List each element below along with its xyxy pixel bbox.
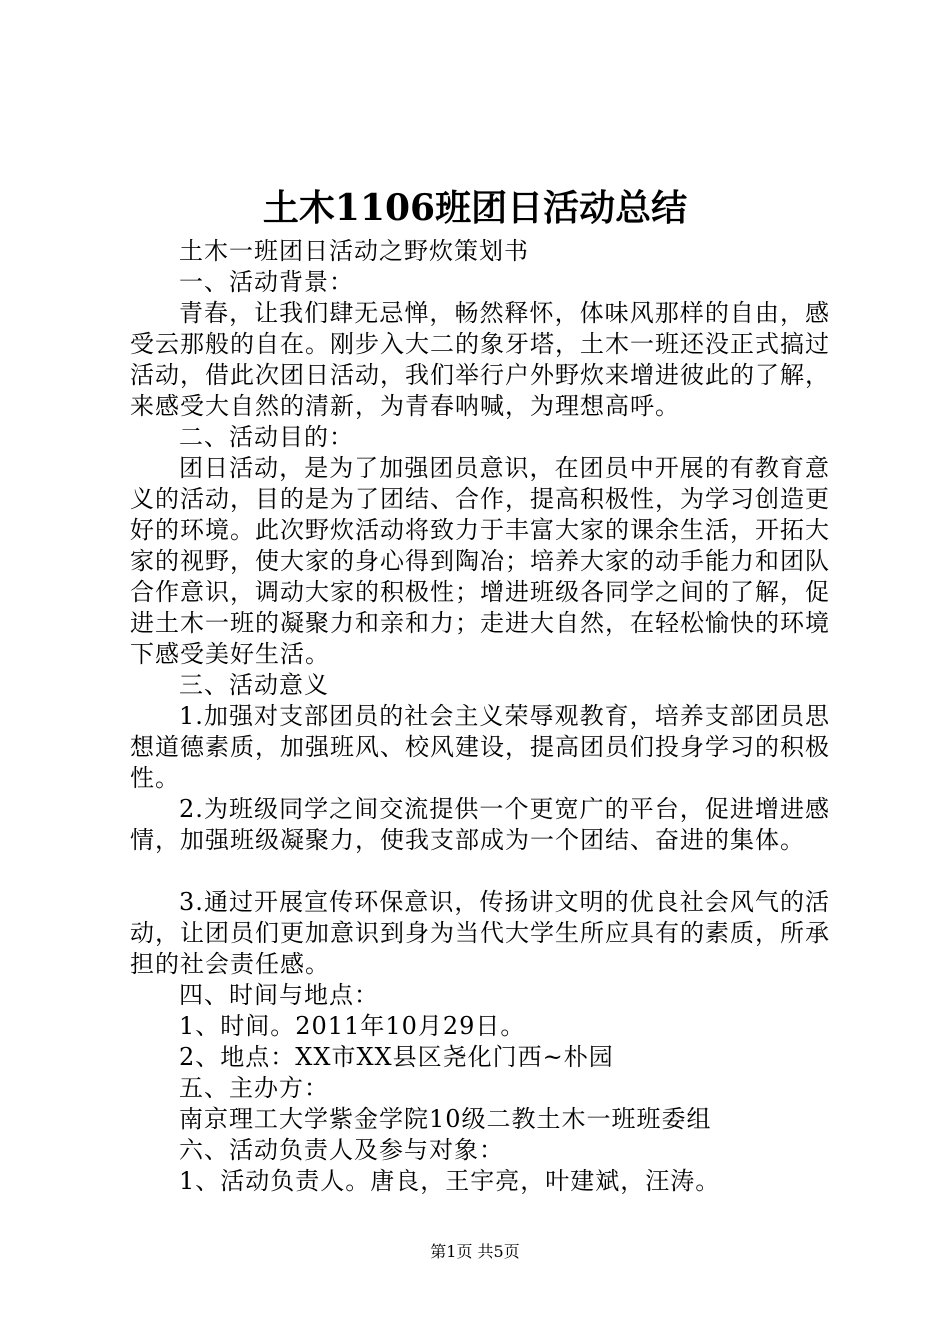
paragraph-leaders: 1、活动负责人。唐良，王宇亮，叶建斌，汪涛。: [179, 1167, 721, 1195]
page-number-footer: 第1页 共5页: [430, 1242, 520, 1261]
section-heading-time-place: 四、时间与地点：: [179, 981, 379, 1009]
section-heading-significance: 三、活动意义: [179, 671, 329, 699]
paragraph-significance-2: 2.为班级同学之间交流提供一个更宽广的平台，促进增进感情，加强班级凝聚力，使我支部成为一个团结、奋进的集体。: [130, 795, 830, 854]
paragraph-subtitle: 土木一班团日活动之野炊策划书: [179, 237, 529, 265]
paragraph-background: 青春，让我们肆无忌惮，畅然释怀，体味风那样的自由，感受云那般的自在。刚步入大二的象牙塔，土木一班还没正式搞过活动，借此次团日活动，我们举行户外野炊来增进彼此的了解，来感受大自然的清新，为青春呐喊，为理想高呼。: [130, 299, 830, 420]
paragraph-purpose: 团日活动，是为了加强团员意识，在团员中开展的有教育意义的活动，目的是为了团结、合作，提高积极性，为学习创造更好的环境。此次野炊活动将致力于丰富大家的课余生活，开拓大家的视野，使大家的身心得到陶冶；培养大家的动手能力和团队合作意识，调动大家的积极性；增进班级各同学之间的了解，促进土木一班的凝聚力和亲和力；走进大自然，在轻松愉快的环境下感受美好生活。: [130, 454, 830, 668]
paragraph-significance-3: 3.通过开展宣传环保意识，传扬讲文明的优良社会风气的活动，让团员们更加意识到身为当代大学生所应具有的素质，所承担的社会责任感。: [130, 888, 830, 978]
paragraph-time: 1、时间。2011年10月29日。: [179, 1012, 526, 1040]
section-heading-purpose: 二、活动目的：: [179, 423, 354, 451]
section-heading-participants: 六、活动负责人及参与对象：: [179, 1136, 504, 1164]
paragraph-significance-1: 1.加强对支部团员的社会主义荣辱观教育，培养支部团员思想道德素质，加强班风、校风建设，提高团员们投身学习的积极性。: [130, 702, 830, 792]
section-heading-organizer: 五、主办方：: [179, 1074, 329, 1102]
paragraph-place: 2、地点：XX市XX县区尧化门西~朴园: [179, 1043, 614, 1071]
document-title: 土木1106班团日活动总结: [262, 187, 688, 229]
section-heading-background: 一、活动背景：: [179, 268, 354, 296]
blank-line: [130, 856, 830, 887]
document-body: [130, 236, 830, 1197]
paragraph-organizer: 南京理工大学紫金学院10级二教土木一班班委组: [179, 1105, 712, 1133]
